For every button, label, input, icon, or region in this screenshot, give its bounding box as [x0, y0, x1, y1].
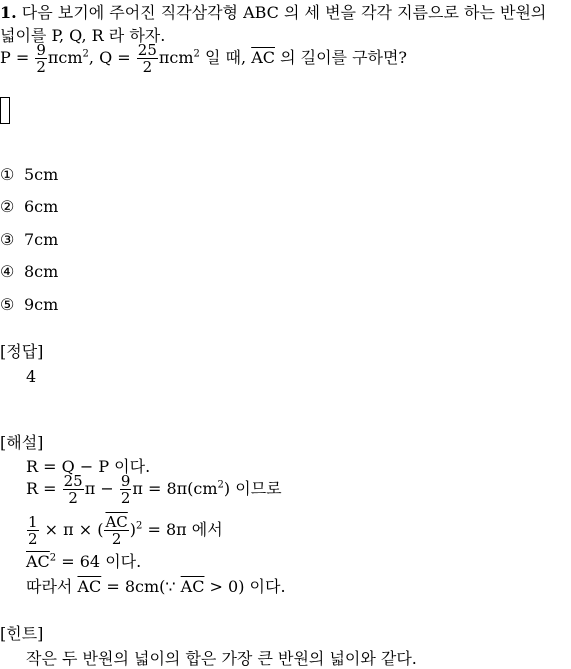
denominator: 2	[28, 530, 38, 548]
numerator: 1	[28, 513, 38, 531]
explanation-line-3	[26, 514, 223, 547]
expl2-pre: R =	[26, 479, 62, 498]
option-2[interactable]	[0, 197, 58, 217]
numerator: 9	[120, 472, 131, 490]
expl5-mid: = 8cm(∵	[101, 577, 181, 596]
answer-input-box[interactable]	[0, 97, 10, 124]
exponent: 2	[136, 520, 143, 532]
question-line-2: 넓이를 P, Q, R 라 하자.	[0, 26, 166, 45]
p-prefix: P =	[0, 48, 35, 67]
numerator: $\overline{AC}$	[105, 513, 128, 531]
option-marker: ⑤	[0, 295, 15, 314]
q-unit: πcm	[158, 48, 194, 67]
option-text: 7cm	[24, 230, 59, 249]
option-marker: ④	[0, 262, 15, 281]
expl3-fraction-1	[27, 514, 39, 547]
question-text-1: 다음 보기에 주어진 직각삼각형 ABC 의 세 변을 각각 지름으로 하는 반원의	[21, 3, 547, 22]
expl2-mid: π −	[84, 479, 119, 498]
option-marker: ①	[0, 165, 15, 184]
explanation-line-2	[26, 473, 282, 506]
hint-label: [힌트]	[0, 624, 44, 643]
option-marker: ③	[0, 230, 15, 249]
q-fraction	[137, 42, 158, 75]
denominator: 2	[68, 489, 78, 507]
segment-ac: $\overline{AC}$	[180, 577, 205, 596]
expl5-pre: 따라서	[26, 577, 78, 596]
option-text: 8cm	[24, 262, 59, 281]
option-text: 5cm	[24, 165, 59, 184]
option-text: 9cm	[24, 295, 59, 314]
q-numerator: 25	[137, 41, 157, 59]
answer-value: 4	[26, 367, 37, 386]
option-1[interactable]	[0, 165, 58, 185]
numerator: 25	[63, 472, 83, 490]
expl3-post: )	[129, 520, 137, 539]
option-text: 6cm	[24, 197, 59, 216]
expl2-post: π = 8π(cm	[132, 479, 218, 498]
exponent: 2	[49, 552, 57, 564]
denominator: 2	[120, 489, 131, 507]
question-line-1	[0, 3, 546, 23]
exponent: 2	[217, 479, 224, 491]
expl3-fraction-2	[104, 514, 128, 547]
p-denominator: 2	[36, 58, 46, 76]
expl2-fraction-2	[120, 473, 132, 506]
explanation-line-1: R = Q − P 이다.	[26, 457, 151, 476]
when-text: 일 때,	[199, 48, 252, 67]
q-denominator: 2	[142, 58, 153, 76]
explanation-label: [해설]	[0, 433, 44, 452]
expl4-end: = 64 이다.	[56, 552, 142, 571]
q-prefix: , Q =	[88, 48, 136, 67]
ask-text: 의 길이를 구하면?	[274, 48, 408, 67]
option-3[interactable]	[0, 230, 58, 250]
segment-ac: $\overline{AC}$	[251, 48, 275, 67]
p-unit: πcm	[47, 48, 83, 67]
question-line-3	[0, 42, 407, 75]
p-numerator: 9	[36, 41, 46, 59]
denominator: 2	[111, 530, 122, 548]
expl3-mid: × π × (	[39, 520, 104, 539]
explanation-line-5	[26, 577, 286, 597]
option-4[interactable]	[0, 262, 58, 282]
expl3-end: = 8π 에서	[142, 520, 223, 539]
p-exponent: 2	[82, 48, 89, 60]
segment-ac: $\overline{AC}$	[26, 552, 50, 571]
option-5[interactable]	[0, 295, 58, 315]
answer-label: [정답]	[0, 342, 44, 361]
expl5-end: > 0) 이다.	[204, 577, 286, 596]
question-number: 1.	[0, 3, 17, 22]
expl2-fraction-1	[63, 473, 84, 506]
option-marker: ②	[0, 197, 15, 216]
expl2-end: ) 이므로	[223, 479, 282, 498]
p-fraction	[35, 42, 47, 75]
q-exponent: 2	[193, 48, 200, 60]
explanation-line-4	[26, 552, 141, 572]
hint-text: 작은 두 반원의 넓이의 합은 가장 큰 반원의 넓이와 같다.	[26, 649, 417, 668]
segment-ac: $\overline{AC}$	[77, 577, 102, 596]
